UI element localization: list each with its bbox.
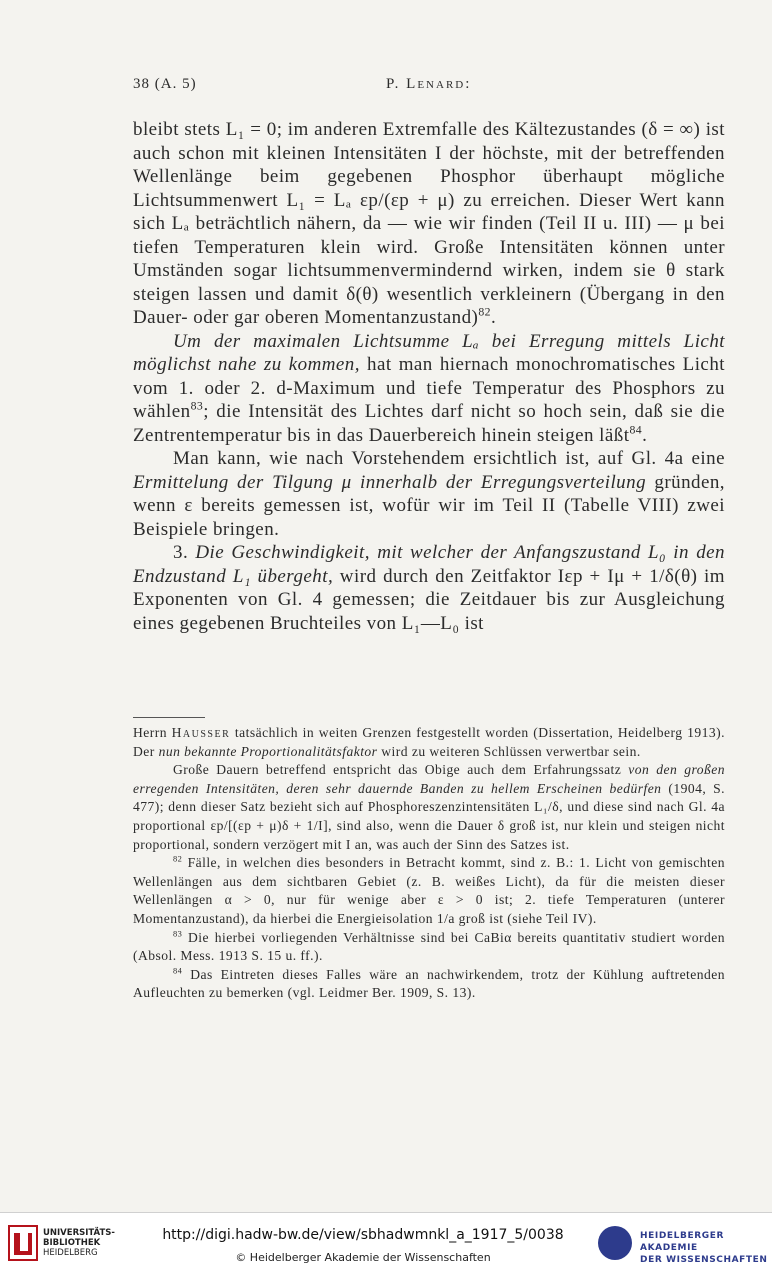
- permalink-url[interactable]: http://digi.hadw-bw.de/view/sbhadwmnkl_a_1917_5/0038: [162, 1227, 564, 1243]
- footnote-83: $^{83}$ Die hierbei vorliegenden Verhältnisse sind bei CaBiα bereits quantitativ studiert worden (Absol. Mess. 1913 S. 15 u. ff.).: [133, 928, 725, 964]
- university-seal-icon: [8, 1225, 38, 1261]
- viewer-footer: [0, 1212, 772, 1272]
- footnote-ref: 84: [629, 423, 643, 437]
- paragraph-3: Man kann, wie nach Vorstehendem ersichtlich ist, auf Gl. 4a eine Ermittelung der Tilgung μ innerhalb der Erregungsverteilung gründen, wenn ε bereits gemessen ist, wofür wir im Teil II (Tabelle VIII) zwei Beispiele bringen.: [133, 448, 725, 540]
- paragraph-1: bleibt stets L₁ = 0; im anderen Extremfalle des Kältezustandes (δ = ∞) ist auch schon mit kleinen Intensitäten I der höchste, mit der betreffenden Wellenlänge beim gegebenen Phosphor überhaupt mögliche Lichtsummenwert L₁ = Lₐ εp/(εp + μ) zu erreichen. Dieser Wert kann sich Lₐ beträchtlich nähern, da — wie wir finden (Teil II u. III) — μ bei tiefen Temperaturen klein wird. Große Intensitäten können unter Umständen sogar lichtsummenvermindernd wirken, indem sie θ stark steigen lassen und damit δ(θ) wesentlich verkleinern (Übergang in den Dauer- oder gar oberen Momentanzustand)$^{82}$.: [133, 119, 725, 328]
- footnote-82: $^{82}$ Fälle, in welchen dies besonders in Betracht kommt, sind z. B.: 1. Licht von gemischten Wellenlängen aus dem sichtbaren Gebiet (z. B. weißes Licht), da für die meisten dieser Wellenlängen α > 0, nur für wenige aber ε > 0 ist; 2. tiefe Temperaturen (unterer Momentanzustand), da hierbei die Energieisolation 1/a groß ist (siehe Teil IV).: [133, 853, 725, 926]
- footnote-ref: 83: [190, 399, 204, 413]
- footnote-ref: 82: [478, 305, 491, 319]
- footnote-paragraph: Große Dauern betreffend entspricht das Obige auch dem Erfahrungssatz von den großen erregenden Intensitäten, deren sehr dauernde Banden zu hellem Erscheinen bedürfen (1904, S. 477); denn dieser Satz bezieht sich auf Phosphoreszenzintensitäten L₁/δ, und diese sind nach Gl. 4a proportional εp/[(εp + μ)δ + 1/I], sind also, wenn die Dauer δ groß ist, nur klein und steigen nicht proportional, sondern verzögert mit I an, was auch der Sinn des Satzes ist.: [133, 762, 726, 852]
- footnote-divider: [133, 717, 205, 718]
- academy-name[interactable]: HEIDELBERGER AKADEMIE DER WISSENSCHAFTEN: [640, 1231, 768, 1265]
- page-number: 38 (A. 5): [133, 76, 197, 92]
- university-library-name: UNIVERSITÄTS- BIBLIOTHEK HEIDELBERG: [43, 1228, 115, 1258]
- paragraph-4: 3. Die Geschwindigkeit, mit welcher der Anfangszustand L₀ in den Endzustand L₁ übergeht, wird durch den Zeitfaktor Iεp + Iμ + 1/δ(θ) im Exponenten von Gl. 4 gemessen; die Zeitdauer bis zur Ausgleichung eines gegebenen Bruchteiles von L₁—L₀ ist: [133, 542, 726, 634]
- academy-seal-icon[interactable]: [598, 1226, 632, 1260]
- footnote-84: $^{84}$ Das Eintreten dieses Falles wäre an nachwirkendem, trotz der Kühlung auftretenden Aufleuchten zu bemerken (vgl. Leidmer Ber. 1909, S. 13).: [133, 965, 725, 1001]
- footnote-continuation: Herrn Hausser tatsächlich in weiten Grenzen festgestellt worden (Dissertation, Heidelberg 1913). Der nun bekannte Proportionalitätsfaktor wird zu weiteren Schlüssen verwertbar sein.: [133, 725, 725, 759]
- footnotes: [133, 724, 725, 1003]
- university-library-logo[interactable]: [8, 1222, 138, 1264]
- main-text: [133, 118, 725, 635]
- copyright-notice: © Heidelberger Akademie der Wissenschaften: [235, 1251, 491, 1264]
- running-title: P. Lenard:: [386, 76, 472, 92]
- paragraph-2: Um der maximalen Lichtsumme Lₐ bei Erregung mittels Licht möglichst nahe zu kommen, hat man hiernach monochromatisches Licht vom 1. oder 2. d-Maximum und tiefe Temperatur des Phosphors zu wählen$^{83}$; die Intensität des Lichtes darf nicht so hoch sein, daß sie die Zentrentemperatur bis in das Dauerbereich hinein steigen läßt$^{84}$.: [133, 330, 725, 446]
